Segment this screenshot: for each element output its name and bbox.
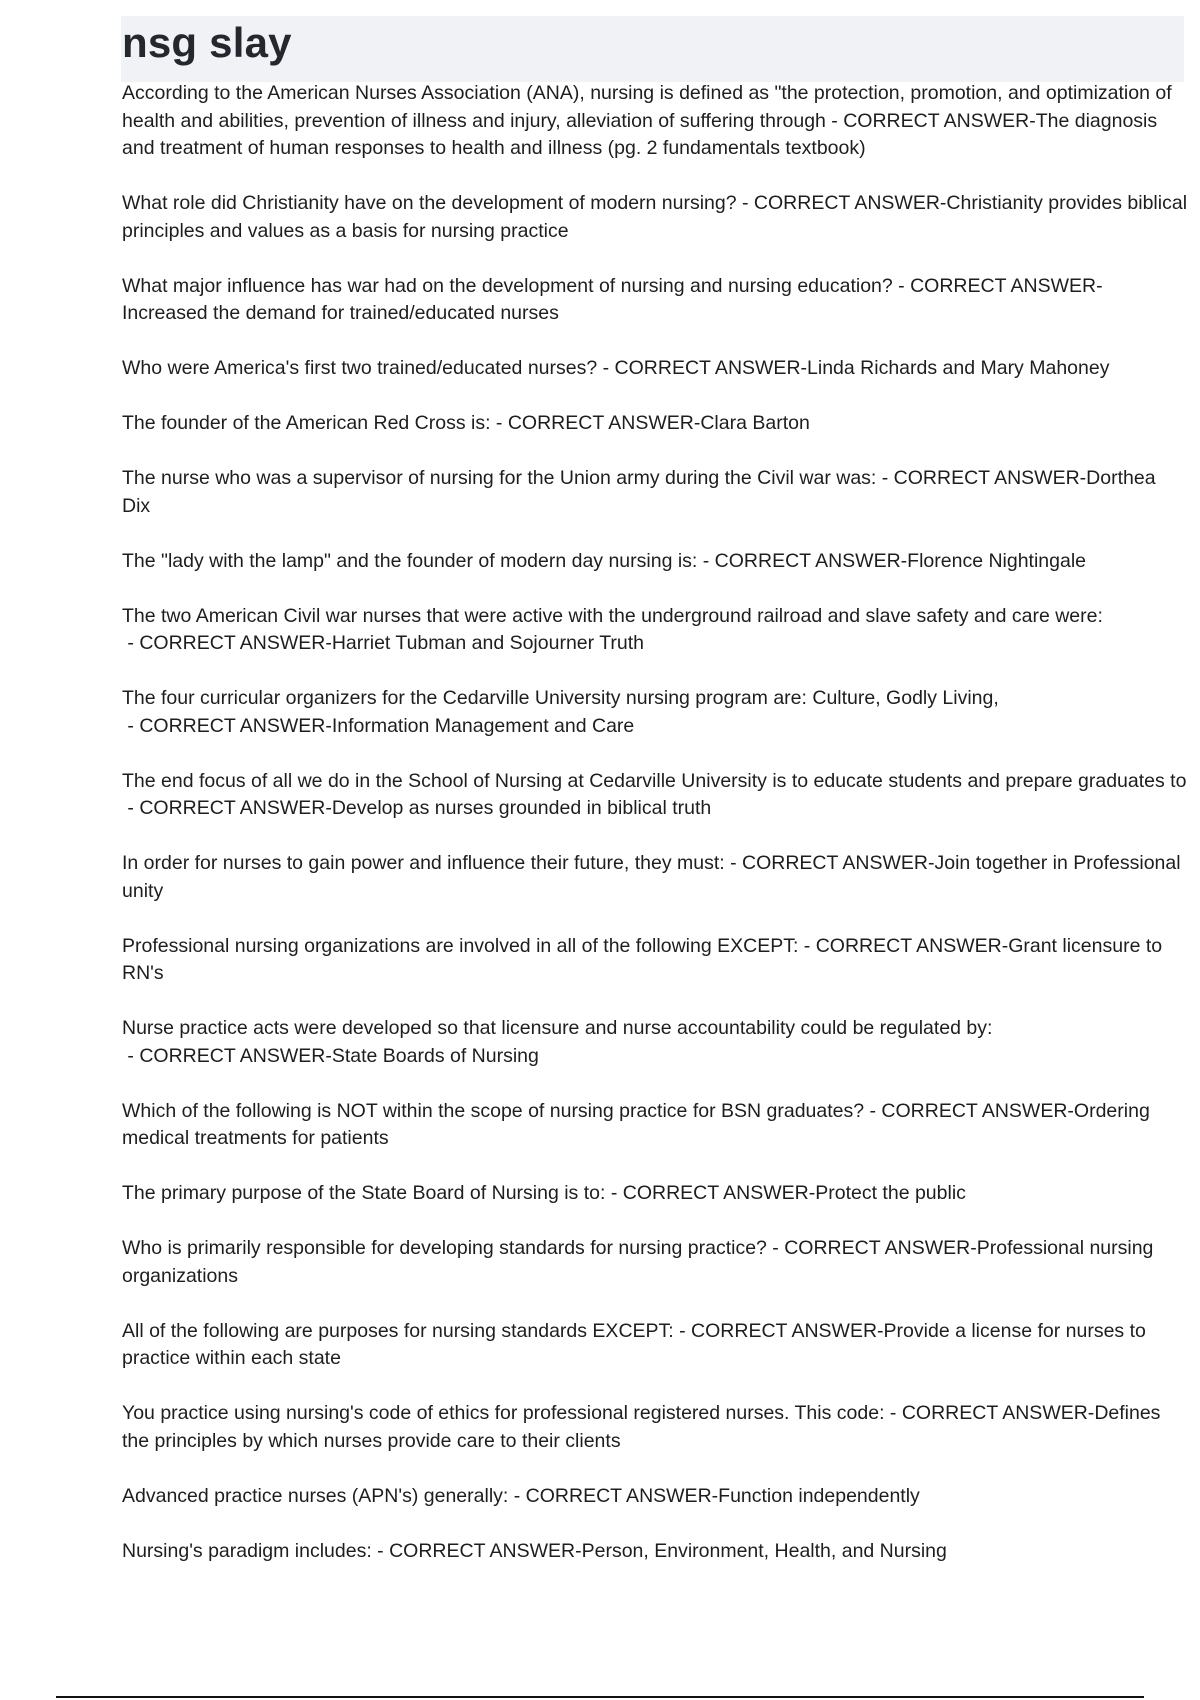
answer-separator: - CORRECT ANSWER- <box>597 357 808 379</box>
answer-text: Information Management and Care <box>331 714 635 737</box>
question-text: Professional nursing organizations are involved in all of the following EXCEPT: <box>122 934 799 957</box>
question-text: Advanced practice nurses (APN's) generally: <box>122 1484 509 1507</box>
qa-item <box>122 1235 1188 1290</box>
answer-text: Function independently <box>718 1484 920 1507</box>
qa-item <box>122 410 1188 438</box>
answer-text: Provide a license for nurses to practice within each state <box>122 1319 1146 1369</box>
question-text: The end focus of all we do in the School of Nursing at Cedarville University is to educate students and prepare graduates to <box>122 769 1187 792</box>
answer-separator: - CORRECT ANSWER- <box>884 1402 1095 1424</box>
answer-text: Florence Nightingale <box>907 549 1087 572</box>
question-text: The four curricular organizers for the Cedarville University nursing program are: Culture, Godly Living, <box>122 687 999 709</box>
qa-item <box>122 1180 1188 1208</box>
qa-item <box>122 465 1188 520</box>
answer-separator: - CORRECT ANSWER- <box>371 1539 582 1562</box>
answer-text: Linda Richards and Mary Mahoney <box>807 357 1110 379</box>
qa-item <box>122 1483 1188 1511</box>
document-title: nsg slay <box>122 19 292 66</box>
answer-separator: - CORRECT ANSWER- <box>892 274 1103 297</box>
question-text: Who is primarily responsible for developing standards for nursing practice? <box>122 1237 767 1259</box>
answer-separator: - CORRECT ANSWER- <box>490 412 701 434</box>
answer-separator: - CORRECT ANSWER- <box>605 1182 816 1204</box>
question-text: In order for nurses to gain power and influence their future, they must: <box>122 852 725 874</box>
question-text: Nurse practice acts were developed so that licensure and nurse accountability could be regulated by: <box>122 1017 993 1039</box>
question-text: The nurse who was a supervisor of nursing for the Union army during the Civil war was: <box>122 467 877 489</box>
qa-item <box>122 80 1188 163</box>
question-text: Nursing's paradigm includes: <box>122 1539 372 1562</box>
question-text: All of the following are purposes for nursing standards EXCEPT: <box>122 1319 674 1342</box>
answer-separator: - CORRECT ANSWER- <box>122 797 332 819</box>
answer-separator: - CORRECT ANSWER- <box>724 852 935 874</box>
answer-separator: - CORRECT ANSWER- <box>122 1044 332 1067</box>
question-text: The primary purpose of the State Board of Nursing is to: <box>122 1182 606 1204</box>
qa-item <box>122 603 1188 658</box>
qa-item <box>122 1015 1188 1070</box>
qa-item <box>122 548 1188 576</box>
answer-separator: - CORRECT ANSWER- <box>766 1237 977 1259</box>
question-text: The founder of the American Red Cross is: <box>122 412 491 434</box>
qa-item <box>122 685 1188 740</box>
answer-text: State Boards of Nursing <box>331 1044 539 1067</box>
qa-item <box>122 933 1188 988</box>
answer-separator: - CORRECT ANSWER- <box>864 1099 1074 1122</box>
answer-text: Increased the demand for trained/educated nurses <box>122 302 559 324</box>
answer-separator: - CORRECT ANSWER- <box>122 632 332 654</box>
qa-list <box>122 80 1188 1593</box>
answer-text: Join together in Professional unity <box>122 852 1181 902</box>
answer-text: Grant licensure to RN's <box>122 934 1163 984</box>
page-bottom-rule <box>56 1696 1144 1698</box>
answer-separator: - CORRECT ANSWER- <box>673 1319 884 1342</box>
qa-item <box>122 1538 1188 1566</box>
qa-item <box>122 1318 1188 1373</box>
answer-text: Person, Environment, Health, and Nursing <box>581 1539 947 1562</box>
answer-text: Christianity provides biblical principles and values as a basis for nursing practice <box>122 192 1188 242</box>
question-text: You practice using nursing's code of ethics for professional registered nurses. This code: <box>122 1402 885 1424</box>
question-text: The "lady with the lamp" and the founder of modern day nursing is: <box>122 549 698 572</box>
question-text: According to the American Nurses Association (ANA), nursing is defined as "the protection, promotion, and optimization of health and abilities, prevention of illness and injury, alleviation of suffering through <box>122 82 1172 132</box>
answer-text: Harriet Tubman and Sojourner Truth <box>331 632 644 654</box>
answer-text: Protect the public <box>815 1182 966 1204</box>
answer-separator: - CORRECT ANSWER- <box>798 934 1009 957</box>
answer-text: Defines the principles by which nurses provide care to their clients <box>122 1402 1161 1452</box>
qa-item <box>122 850 1188 905</box>
answer-text: Ordering medical treatments for patients <box>122 1099 1150 1149</box>
answer-text: Clara Barton <box>700 412 810 434</box>
question-text: Who were America's first two trained/educated nurses? <box>122 357 598 379</box>
answer-separator: - CORRECT ANSWER- <box>736 192 947 214</box>
answer-text: Dorthea Dix <box>122 467 1156 517</box>
qa-item <box>122 1400 1188 1455</box>
qa-item <box>122 768 1188 823</box>
qa-item <box>122 190 1188 245</box>
answer-text: Professional nursing organizations <box>122 1237 1154 1287</box>
qa-item <box>122 1098 1188 1153</box>
answer-text: Develop as nurses grounded in biblical truth <box>331 797 712 819</box>
answer-separator: - CORRECT ANSWER- <box>825 109 1036 132</box>
question-text: The two American Civil war nurses that were active with the underground railroad and slave safety and care were: <box>122 604 1103 627</box>
answer-separator: - CORRECT ANSWER- <box>697 549 908 572</box>
question-text: Which of the following is NOT within the scope of nursing practice for BSN graduates? <box>122 1099 865 1122</box>
question-text: What role did Christianity have on the development of modern nursing? <box>122 192 737 214</box>
qa-item <box>122 273 1188 328</box>
answer-separator: - CORRECT ANSWER- <box>876 467 1087 489</box>
answer-separator: - CORRECT ANSWER- <box>122 714 332 737</box>
question-text: What major influence has war had on the development of nursing and nursing education? <box>122 274 893 297</box>
answer-separator: - CORRECT ANSWER- <box>508 1484 719 1507</box>
answer-text: The diagnosis and treatment of human responses to health and illness (pg. 2 fundamentals textbook) <box>122 109 1158 159</box>
qa-item <box>122 355 1188 383</box>
